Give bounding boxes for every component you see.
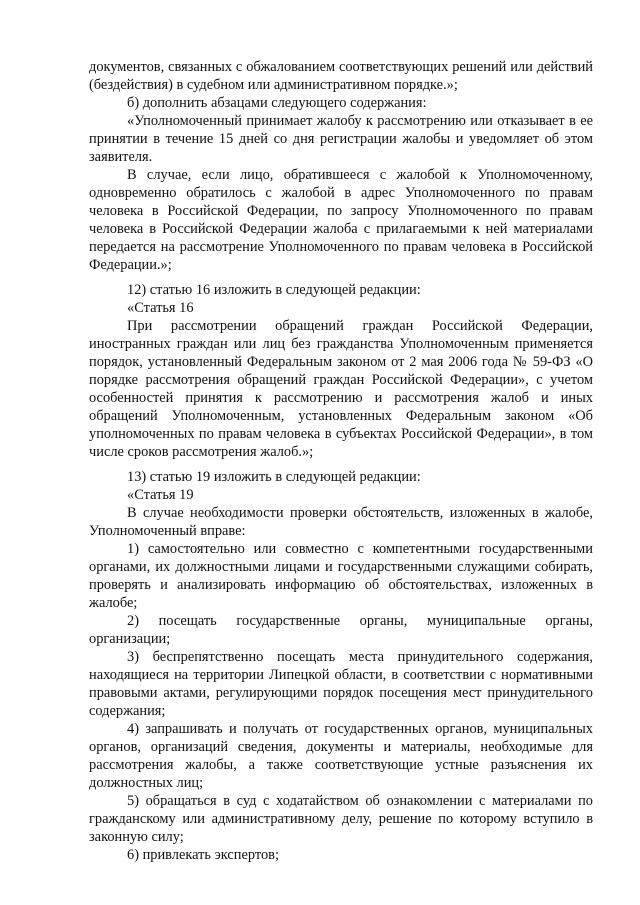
list-item-2: 2) посещать государственные органы, муниципальные органы, организации;: [89, 613, 593, 647]
paragraph-federal-ombudsman: В случае, если лицо, обратившееся с жалобой к Уполномоченному, одновременно обратилось с жалобой в адрес Уполномоченного по правам человека в Российской Федерации, по запросу Уполномоченного по правам человека в Российской Федерации жалоба с прилагаемыми к ней материалами передается на рассмотрение Уполномоченного по правам человека в Российской Федерации.»;: [89, 167, 593, 273]
paragraph-item-13: 13) статью 19 изложить в следующей редакции:: [127, 469, 421, 485]
paragraph-continuation: документов, связанных с обжалованием соответствующих решений или действий (бездействия) в судебном или административном порядке.»;: [89, 59, 593, 93]
list-item-4: 4) запрашивать и получать от государственных органов, муниципальных органов, организаций сведения, документы и материалы, необходимые для рассмотрения жалобы, а также соответствующие устные разъяснения их должностных лиц;: [89, 721, 593, 791]
paragraph-acceptance-term: «Уполномоченный принимает жалобу к рассмотрению или отказывает в ее принятии в течение 15 дней со дня регистрации жалобы и уведомляет об этом заявителя.: [89, 113, 593, 165]
list-item-6: 6) привлекать экспертов;: [127, 847, 279, 863]
article-19-heading: «Статья 19: [127, 487, 194, 503]
paragraph-item-12: 12) статью 16 изложить в следующей редакции:: [127, 282, 421, 298]
paragraph-amendment-b: б) дополнить абзацами следующего содержания:: [127, 95, 427, 111]
list-item-1: 1) самостоятельно или совместно с компетентными государственными органами, их должностными лицами и государственными служащими собирать, проверять и анализировать информацию об обстоятельствах, изложенных в жалобе;: [89, 541, 593, 611]
document-page: [89, 58, 593, 864]
article-16-heading: «Статья 16: [127, 300, 194, 316]
article-16-text: При рассмотрении обращений граждан Российской Федерации, иностранных граждан или лиц без гражданства Уполномоченным применяется порядок, установленный Федеральным законом от 2 мая 2006 года № 59-ФЗ «О порядке рассмотрения обращений граждан Российской Федерации», с учетом особенностей принятия к рассмотрению и рассмотрения жалоб и иных обращений Уполномоченным, установленных Федеральным законом «Об уполномоченных по правам человека в субъектах Российской Федерации», в том числе сроков рассмотрения жалоб.»;: [89, 318, 593, 460]
article-19-intro: В случае необходимости проверки обстоятельств, изложенных в жалобе, Уполномоченный вправе:: [89, 505, 593, 539]
list-item-5: 5) обращаться в суд с ходатайством об ознакомлении с материалами по гражданскому или административному делу, решение по которому вступило в законную силу;: [89, 793, 593, 845]
list-item-3: 3) беспрепятственно посещать места принудительного содержания, находящиеся на территории Липецкой области, в соответствии с нормативными правовыми актами, регулирующими порядок посещения мест принудительного содержания;: [89, 649, 593, 719]
